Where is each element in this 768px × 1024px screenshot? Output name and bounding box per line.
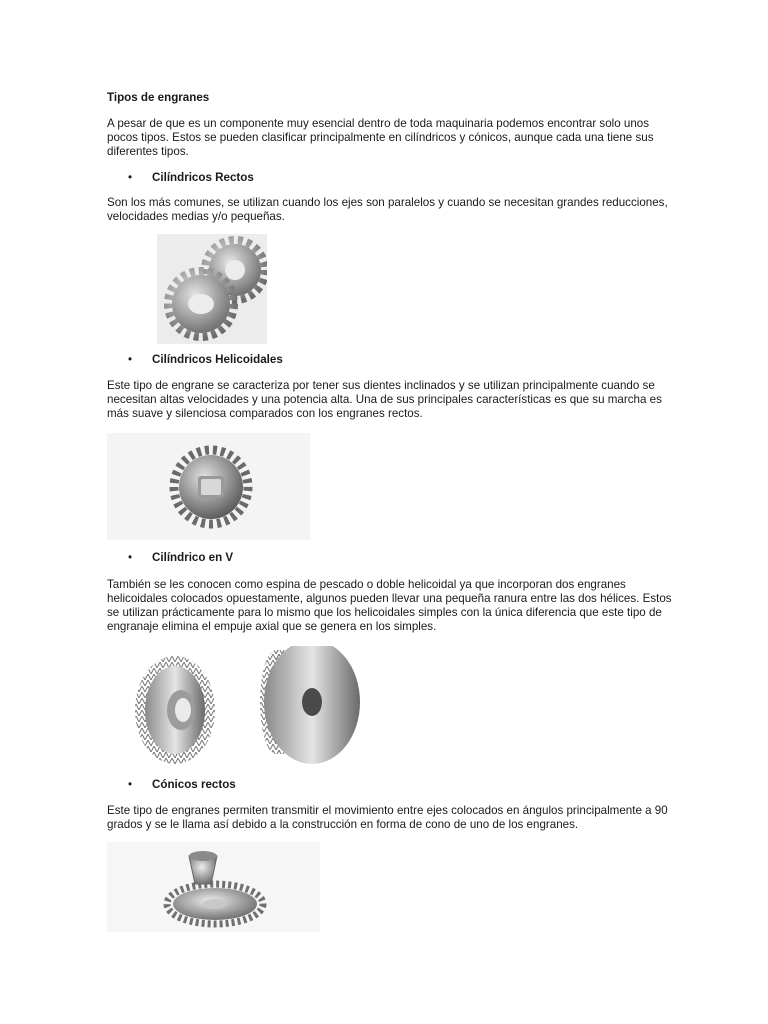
section-heading-helical: Cilíndricos Helicoidales bbox=[152, 353, 283, 366]
herringbone-gears-image bbox=[107, 646, 372, 769]
section-text-spur-1: Son los más comunes, se utilizan cuando los ejes son paralelos y cuando se necesitan grandes reducciones, bbox=[107, 196, 668, 209]
bullet-icon: • bbox=[128, 171, 133, 184]
bullet-icon: • bbox=[128, 353, 133, 366]
section-text-bevel-2: grados y se le llama así debido a la construcción en forma de cono de uno de los engranes. bbox=[107, 818, 579, 831]
intro-line-3: diferentes tipos. bbox=[107, 145, 189, 158]
section-text-herringbone-1: También se les conocen como espina de pescado o doble helicoidal ya que incorporan dos engranes bbox=[107, 578, 626, 591]
section-text-herringbone-2: helicoidales colocados opuestamente, algunos pueden llevar una pequeña ranura entre las dos hélices. Estos bbox=[107, 592, 672, 605]
section-heading-spur: Cilíndricos Rectos bbox=[152, 171, 254, 184]
section-text-helical-3: más suave y silenciosa comparados con los engranes rectos. bbox=[107, 407, 423, 420]
section-text-helical-1: Este tipo de engrane se caracteriza por tener sus dientes inclinados y se utilizan principalmente cuando se bbox=[107, 379, 655, 392]
section-text-helical-2: necesitan altas velocidades y una potencia alta. Una de sus principales características es que su marcha es bbox=[107, 393, 662, 406]
section-text-bevel-1: Este tipo de engranes permiten transmitir el movimiento entre ejes colocados en ángulos principalmente a 90 bbox=[107, 804, 668, 817]
document-title: Tipos de engranes bbox=[107, 91, 210, 104]
section-heading-bevel: Cónicos rectos bbox=[152, 778, 236, 791]
helical-gear-image bbox=[107, 433, 310, 540]
intro-line-1: A pesar de que es un componente muy esencial dentro de toda maquinaria podemos encontrar solo unos bbox=[107, 117, 650, 130]
section-heading-herringbone: Cilíndrico en V bbox=[152, 551, 234, 564]
spur-gears-image bbox=[157, 234, 267, 344]
bullet-icon: • bbox=[128, 551, 133, 564]
intro-line-2: pocos tipos. Estos se pueden clasificar principalmente en cilíndricos y cónicos, aunque cada una tiene sus bbox=[107, 131, 654, 144]
section-text-herringbone-4: engranaje elimina el empuje axial que se genera en los simples. bbox=[107, 620, 437, 633]
bevel-gears-image bbox=[107, 842, 320, 932]
section-text-herringbone-3: se utilizan prácticamente para lo mismo que los helicoidales simples con la única diferencia que este tipo de bbox=[107, 606, 662, 619]
bullet-icon: • bbox=[128, 778, 133, 791]
section-text-spur-2: velocidades medias y/o pequeñas. bbox=[107, 210, 285, 223]
